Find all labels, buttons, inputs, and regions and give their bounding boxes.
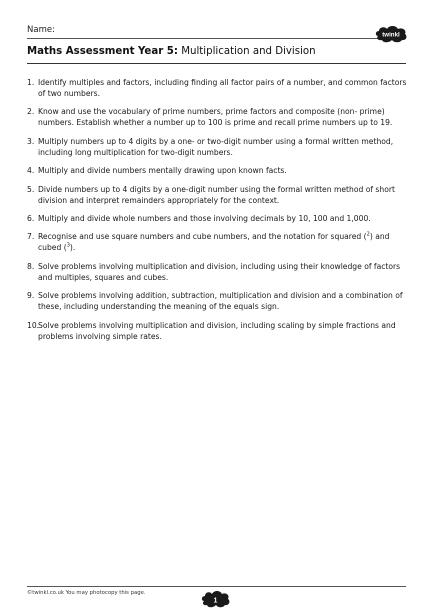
objective-number: 2. [27, 107, 35, 117]
objective-number: 9. [27, 291, 35, 301]
title-bold: Maths Assessment Year 5: [27, 46, 178, 57]
logo-text: twinkl [382, 31, 400, 39]
page-title [27, 46, 316, 57]
title-rest: Multiplication and Division [181, 46, 316, 57]
objective-number: 7. [27, 232, 35, 242]
name-label: Name: [27, 25, 55, 35]
objective-text: Divide numbers up to 4 digits by a one-digit number using the formal written method of short division and interpret remainders appropriately for the context. [38, 184, 395, 205]
objective-text: Multiply and divide whole numbers and those involving decimals by 10, 100 and 1,000. [38, 213, 371, 223]
objective-text: Solve problems involving addition, subtraction, multiplication and division and a combination of these, including understanding the meaning of the equals sign. [38, 291, 403, 312]
objective-text: Solve problems involving multiplication and division, including using their knowledge of factors and multiples, squares and cubes. [38, 261, 401, 282]
objective-number: 5. [27, 184, 35, 194]
objective-number: 1. [27, 78, 35, 87]
objective-text-part: Recognise and use square numbers and cube numbers, and the notation for squared ( [38, 232, 367, 242]
objective-item [27, 213, 407, 224]
objective-item [27, 290, 407, 312]
objective-text-part: ). [69, 243, 76, 253]
objective-text [38, 231, 407, 253]
objective-list [27, 77, 407, 349]
objective-item [27, 165, 407, 176]
objective-text: Multiply numbers up to 4 digits by a one- or two-digit number using a formal written method, including long multiplication for two-digit numbers. [38, 136, 394, 157]
twinkl-logo [374, 24, 408, 44]
footer-rule [27, 586, 406, 587]
objective-item [27, 231, 407, 253]
objective-number: 3. [27, 136, 35, 146]
objective-number: 4. [27, 166, 35, 176]
objective-item [27, 106, 407, 128]
objective-item [27, 136, 407, 158]
objective-item [27, 320, 407, 342]
page-number-badge [200, 589, 231, 609]
objective-text-part: ) and cubed ( [38, 232, 390, 253]
objective-item [27, 184, 407, 206]
page-number: 1 [213, 597, 218, 605]
objective-text: Identify multiples and factors, including finding all factor pairs of a number, and common factors of two numbers. [38, 78, 407, 98]
objective-text: Multiply and divide numbers mentally drawing upon known facts. [38, 166, 287, 176]
objective-number: 10. [27, 320, 40, 330]
copyright-text: ©twinkl.co.uk You may photocopy this page. [27, 590, 146, 596]
title-rule [27, 63, 406, 64]
squared-superscript: 2 [366, 231, 370, 238]
cubed-superscript: 3 [66, 242, 70, 249]
objective-item [27, 77, 407, 99]
objective-number: 6. [27, 213, 35, 223]
objective-text: Solve problems involving multiplication and division, including scaling by simple fractions and problems involving simple rates. [38, 320, 396, 341]
objective-text: Know and use the vocabulary of prime numbers, prime factors and composite (non- prime) numbers. Establish whether a number up to 100 is prime and recall prime numbers up to 19. [38, 107, 393, 128]
objective-item [27, 261, 407, 283]
name-line [27, 38, 406, 39]
objective-number: 8. [27, 261, 35, 271]
